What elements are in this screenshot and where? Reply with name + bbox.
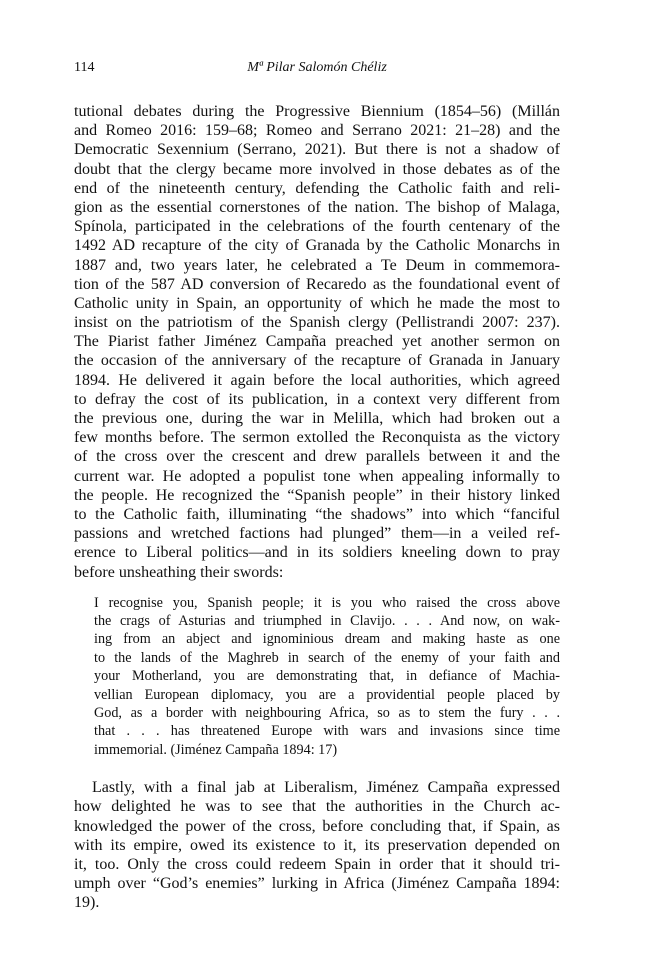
text-line: to the lands of the Maghreb in search of the enemy of your faith and — [94, 649, 560, 666]
text-line: Lastly, with a final jab at Liberalism, Jiménez Campaña expressed — [92, 779, 560, 797]
page-number: 114 — [74, 60, 95, 75]
text-line: tion of the 587 AD conversion of Recaredo as the foundational event of — [74, 275, 560, 293]
text-line: immemorial. (Jiménez Campaña 1894: 17) — [94, 741, 338, 758]
text-line: insist on the patriotism of the Spanish clergy (Pellistrandi 2007: 237). — [74, 314, 560, 332]
text-line: of the cross over the crescent and drew parallels between it and the — [74, 448, 560, 466]
text-line: passions and wretched factions had plunged” them—in a veiled ref- — [74, 525, 560, 543]
page-body — [74, 102, 560, 913]
text-line: the people. He recognized the “Spanish people” in their history linked — [74, 486, 560, 504]
text-line: 1492 AD recapture of the city of Granada by the Catholic Monarchs in — [74, 237, 560, 255]
text-line: that . . . has threatened Europe with wars and invasions since time — [94, 723, 560, 740]
text-line: 19). — [74, 894, 100, 912]
text-line: Catholic unity in Spain, an opportunity of which he made the most to — [74, 294, 560, 312]
text-line: 1887 and, two years later, he celebrated a Te Deum in commemora- — [74, 256, 560, 274]
text-line: God, as a border with neighbouring Africa, so as to stem the fury . . . — [94, 705, 560, 722]
text-line: how delighted he was to see that the authorities in the Church ac- — [74, 798, 560, 816]
text-line: ing from an abject and ignominious dream and making haste as one — [94, 631, 560, 648]
running-head-author: Mª Pilar Salomón Chéliz — [247, 60, 387, 75]
text-line: end of the nineteenth century, defending the Catholic faith and reli- — [74, 179, 560, 197]
text-line: before unsheathing their swords: — [74, 563, 284, 581]
text-line: doubt that the clergy became more involved in those debates as of the — [74, 160, 560, 178]
page-header — [74, 60, 560, 82]
text-line: it, too. Only the cross could redeem Spain in order that it should tri- — [74, 855, 560, 873]
text-line: I recognise you, Spanish people; it is you who raised the cross above — [94, 594, 560, 611]
text-line: gion as the essential cornerstones of the nation. The bishop of Malaga, — [74, 198, 560, 216]
text-line: the occasion of the anniversary of the recapture of Granada in January — [74, 352, 560, 370]
text-line: knowledged the power of the cross, before concluding that, if Spain, as — [74, 817, 560, 835]
text-line: Democratic Sexennium (Serrano, 2021). But there is not a shadow of — [74, 141, 560, 159]
block-quote — [94, 594, 560, 760]
text-line: the previous one, during the war in Melilla, which had broken out a — [74, 410, 560, 427]
text-line: with its empire, owed its existence to it, its preservation depended on — [74, 836, 560, 854]
text-line: the crags of Asturias and triumphed in Clavijo. . . . And now, on wak- — [94, 613, 560, 630]
body-paragraph-1 — [74, 102, 560, 582]
text-line: to defray the cost of its publication, in a context very different from — [74, 390, 560, 408]
text-line: and Romeo 2016: 159–68; Romeo and Serrano 2021: 21–28) and the — [74, 122, 560, 140]
text-line: erence to Liberal politics—and in its soldiers kneeling down to pray — [74, 544, 560, 562]
text-line: current war. He adopted a populist tone when appealing informally to — [74, 467, 560, 485]
text-line: few months before. The sermon extolled the Reconquista as the victory — [74, 429, 560, 447]
text-line: your Motherland, you are demonstrating that, in defiance of Machia- — [94, 668, 560, 685]
text-line: umph over “God’s enemies” lurking in Africa (Jiménez Campaña 1894: — [74, 875, 560, 893]
body-paragraph-2 — [74, 778, 560, 912]
text-line: vellian European diplomacy, you are a providential people placed by — [94, 686, 560, 703]
text-line: tutional debates during the Progressive Biennium (1854–56) (Millán — [74, 103, 560, 120]
text-line: to the Catholic faith, illuminating “the shadows” into which “fanciful — [74, 505, 560, 523]
text-line: Spínola, participated in the celebrations of the fourth centenary of the — [74, 218, 560, 236]
text-line: The Piarist father Jiménez Campaña preached yet another sermon on — [74, 333, 560, 351]
text-line: 1894. He delivered it again before the local authorities, which agreed — [74, 371, 560, 389]
